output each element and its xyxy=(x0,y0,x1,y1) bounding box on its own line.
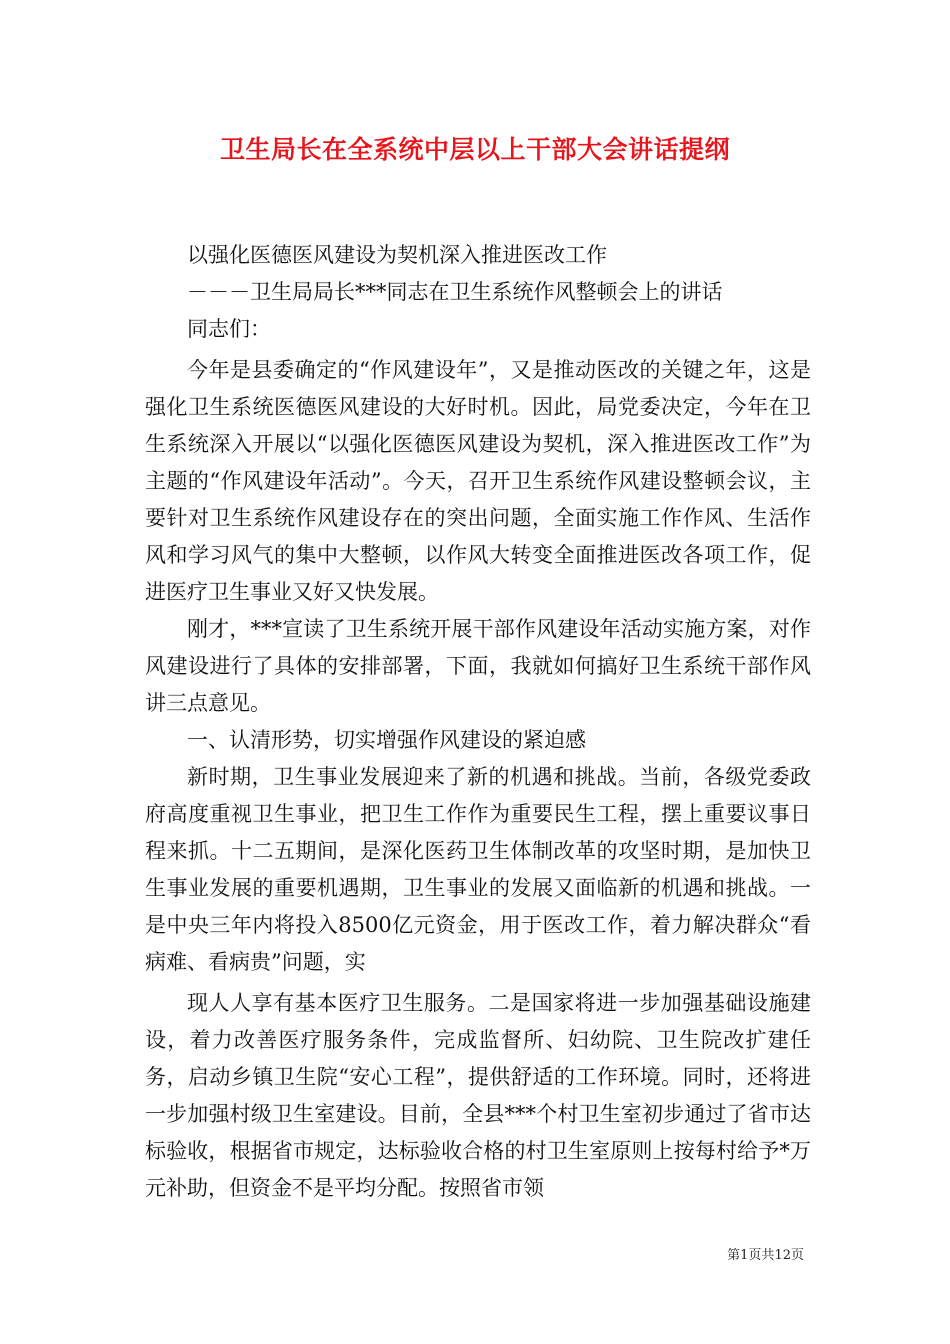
document-title: 卫生局长在全系统中层以上干部大会讲话提纲 xyxy=(219,135,730,164)
speaker-line: －－－卫生局局长***同志在卫生系统作风整顿会上的讲话 xyxy=(187,280,723,304)
page-footer xyxy=(727,1247,804,1265)
body-paragraph: 新时期，卫生事业发展迎来了新的机遇和挑战。当前，各级党委政府高度重视卫生事业，把卫生工作作为重要民生工程，摆上重要议事日程来抓。十二五期间，是深化医药卫生体制改革的攻坚时期，是加快卫生事业发展的重要机遇期，卫生事业的发展又面临新的机遇和挑战。一是中央三年内将投入8500亿元资金，用于医改工作，着力解决群众“看病难、看病贵”问题，实 xyxy=(145,765,811,974)
document-body xyxy=(145,237,811,1207)
footer-suffix: 页 xyxy=(790,1248,804,1263)
section-heading: 一、认清形势，切实增强作风建设的紧迫感 xyxy=(187,728,586,752)
footer-prefix: 第 xyxy=(727,1248,741,1263)
body-paragraph: 现人人享有基本医疗卫生服务。二是国家将进一步加强基础设施建设，着力改善医疗服务条件，完成监督所、妇幼院、卫生院改扩建任务，启动乡镇卫生院“安心工程”，提供舒适的工作环境。同时，还将进一步加强村级卫生室建设。目前，全县***个村卫生室初步通过了省市达标验收，根据省市规定，达标验收合格的村卫生室原则上按每村给予*万元补助，但资金不是平均分配。按照省市领 xyxy=(145,991,811,1200)
footer-page-total: 12 xyxy=(774,1248,791,1263)
footer-page-current: 1 xyxy=(740,1248,749,1263)
salutation: 同志们： xyxy=(187,317,271,341)
body-paragraph: 今年是县委确定的“作风建设年”，又是推动医改的关键之年，这是强化卫生系统医德医风建设的大好时机。因此，局党委决定，今年在卫生系统深入开展以“以强化医德医风建设为契机，深入推进医改工作”为主题的“作风建设年活动”。今天，召开卫生系统作风建设整顿会议，主要针对卫生系统作风建设存在的突出问题，全面实施工作作风、生活作风和学习风气的集中大整顿，以作风大转变全面推进医改各项工作，促进医疗卫生事业又好又快发展。 xyxy=(145,358,811,604)
footer-middle: 页共 xyxy=(748,1248,775,1263)
body-paragraph: 刚才，***宣读了卫生系统开展干部作风建设年活动实施方案，对作风建设进行了具体的安排部署，下面，我就如何搞好卫生系统干部作风讲三点意见。 xyxy=(145,617,811,715)
subtitle-paragraph: 以强化医德医风建设为契机深入推进医改工作 xyxy=(187,243,607,267)
